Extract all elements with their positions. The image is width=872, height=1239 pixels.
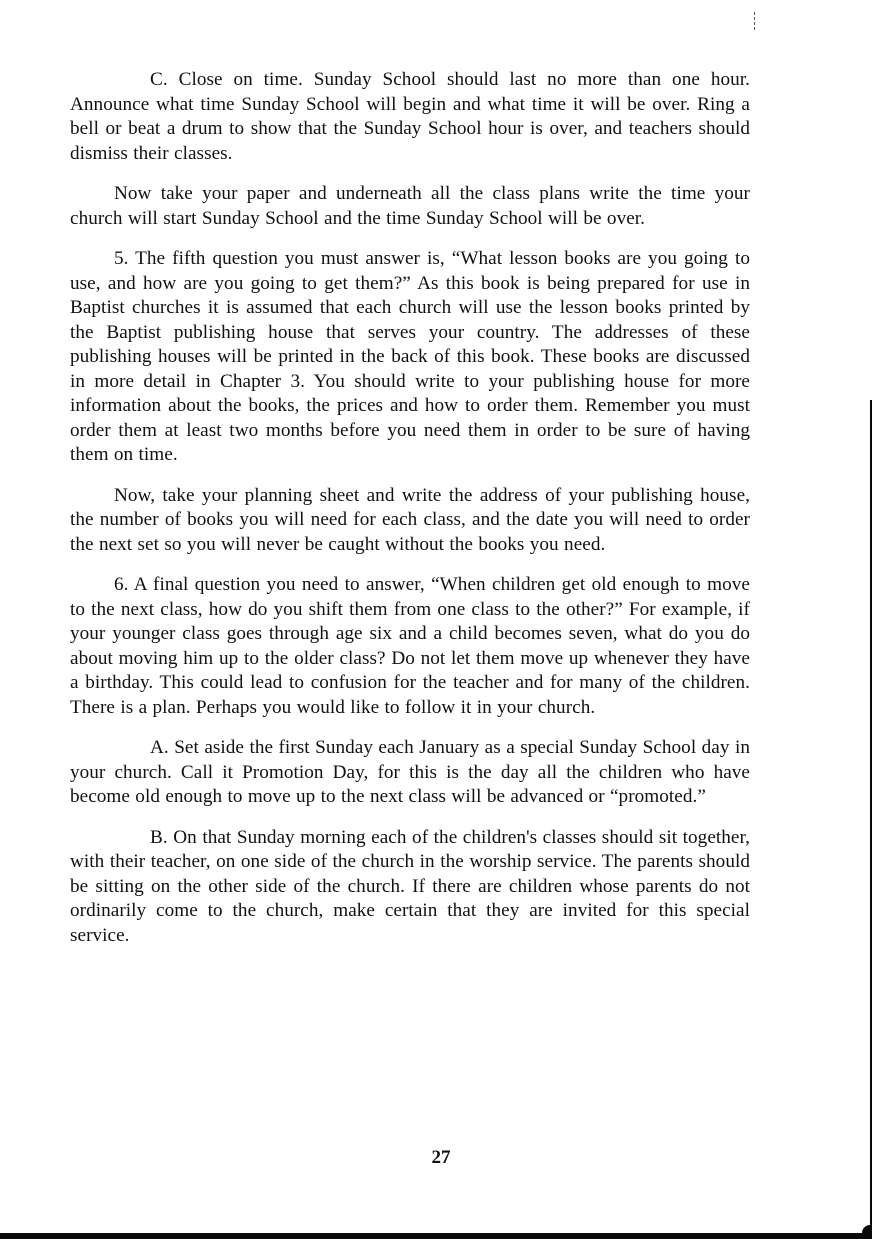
paragraph-instruction-planning-sheet: Now, take your planning sheet and write the address of your publishing house, the number of books you will need for each class, and the date you will need to order the next set so you will never be caught without the books you need. [70,484,750,555]
scan-artifact-mark [754,12,756,30]
paragraph-question-5-lesson-books: 5. The fifth question you must answer is, “What lesson books are you going to use, and how are you going to get them?” As this book is being prepared for use in Baptist churches it is assumed that each church will use the lesson books printed by the Baptist publishing house that serves your country. The addresses of these publishing houses will be printed in the back of this book. These books are discussed in more detail in Chapter 3. You should write to your publishing house for more information about the books, the prices and how to order them. Remember you must order them at least two months before you need them in order to be sure of having them on time. [70,248,750,465]
paragraph-instruction-write-times: Now take your paper and underneath all the class plans write the time your church will start Sunday School and the time Sunday School will be over. [70,183,750,229]
body-text [70,68,750,964]
page-number: 27 [431,1147,451,1168]
paragraph-item-b-sunday-morning: B. On that Sunday morning each of the children's classes should sit together, with their teacher, on one side of the church in the worship service. The parents should be sitting on the other side of the church. If there are children whose parents do not ordinarily come to the church, make certain that they are invited for this special service. [70,826,750,946]
paragraph-question-6-promotion: 6. A final question you need to answer, “When children get old enough to move to the next class, how do you shift them from one class to the other?” For example, if your younger class goes through age six and a child becomes seven, what do you do about moving him up to the older class? Do not let them move up whenever they have a birthday. This could lead to confusion for the teacher and for many of the children. There is a plan. Perhaps you would like to follow it in your church. [70,574,750,718]
paragraph-item-a-promotion-day: A. Set aside the first Sunday each January as a special Sunday School day in your church. Call it Promotion Day, for this is the day all the children who have become old enough to move up to the next class will be advanced or “promoted.” [70,737,750,807]
page-corner [862,1225,872,1239]
page-edge-bottom [0,1233,872,1239]
paragraph-item-c-close-on-time: C. Close on time. Sunday School should last no more than one hour. Announce what time Sunday School will begin and what time it will be over. Ring a bell or beat a drum to show that the Sunday School hour is over, and teachers should dismiss their classes. [70,69,750,164]
